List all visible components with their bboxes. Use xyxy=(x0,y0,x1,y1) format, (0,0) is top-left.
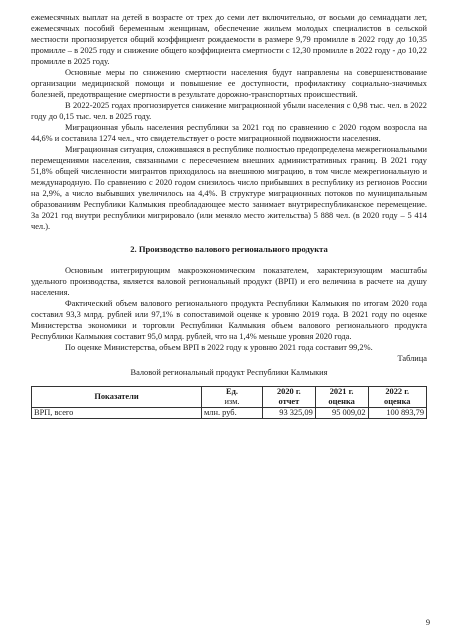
header-2020: 2020 г. отчет xyxy=(263,387,316,408)
cell-indicator: ВРП, всего xyxy=(32,408,202,419)
grp-table xyxy=(31,386,427,419)
paragraph-4: Миграционная убыль населения республики за 2021 год по сравнению с 2020 годом возросла на 44,6% и составила 1274 чел., что свидетельствует о росте миграционной подвижности населения. xyxy=(31,123,427,143)
table-row xyxy=(32,408,427,419)
cell-unit: млн. руб. xyxy=(202,408,263,419)
section-paragraph-1: Основным интегрирующим макроэкономическим показателем, характеризующим масштабы удельного производства, является валовой региональный продукт (ВРП) и его величина в расчете на душу населения. xyxy=(31,266,427,297)
cell-2022: 100 893,79 xyxy=(368,408,427,419)
section-paragraph-2: Фактический объем валового регионального продукта Республики Калмыкия по итогам 2020 года составил 93,3 млрд. рублей или 97,1% в сопоставимой оценке к уровню 2019 года. В 2021 году по оценке Министерства экономики и торговли Республики Калмыкия объем валового регионального продукта Республики Калмыкия составит 95,0 млрд. рублей, что на 1,4% меньше уровня 2020 года. xyxy=(31,299,427,341)
table-note: Таблица xyxy=(397,354,427,363)
paragraph-1: ежемесячных выплат на детей в возрасте от трех до семи лет включительно, от восьми до семнадцати лет, ежемесячных пособий беременным женщинам, обеспечение жильем молодых специалистов в сельской местности прогнозируется общий коэффициент рождаемости в размере 9,79 промилле в 2022 году до 10,35 промилле – в 2025 году и снижение общего коэффициента смертности с 12,30 промилле в 2022 году - до 10,22 промилле в 2025 году. xyxy=(31,13,427,66)
header-2022: 2022 г. оценка xyxy=(368,387,427,408)
header-indicator: Показатели xyxy=(32,387,202,408)
section-paragraph-3: По оценке Министерства, объем ВРП в 2022 году к уровню 2021 года составит 99,2%. xyxy=(65,343,373,352)
header-unit: Ед. изм. xyxy=(202,387,263,408)
paragraph-5: Миграционная ситуация, сложившаяся в республике полностью предопределена межрегиональными перемещениями населения, связанными с пересечением внешних административных границ. В 2021 году 51,8% общей численности мигрантов приходилось на внешнюю миграцию, в том числе межрегиональную и международную. По сравнению с 2020 годом снизилось число прибывших в республику из регионов России на 2,9%, а число выбывших увеличилось на 4,4%. В структуре миграционных потоков по муниципальным образованиям Республики Калмыкия преобладающее место занимает внутриреспубликанское перемещение. За 2021 год внутри республики мигрировало (или меняло место жительства) 5 888 чел. (в 2020 году – 5 414 чел.). xyxy=(31,145,427,231)
document-page xyxy=(31,12,427,419)
header-2021: 2021 г. оценка xyxy=(315,387,368,408)
cell-2021: 95 009,02 xyxy=(315,408,368,419)
table-title: Валовой региональный продукт Республики Калмыкия xyxy=(130,368,328,377)
section-heading: 2. Производство валового регионального продукта xyxy=(130,244,328,254)
paragraph-3: В 2022-2025 годах прогнозируется снижение миграционной убыли населения с 0,98 тыс. чел. в 2022 году до 0,15 тыс. чел. в 2025 году. xyxy=(31,101,427,121)
paragraph-2: Основные меры по снижению смертности населения будут направлены на совершенствование организации медицинской помощи и повышение ее доступности, профилактику социально-значимых болезней, предотвращение смертности в результате дорожно-транспортных происшествий. xyxy=(31,68,427,99)
table-header-row xyxy=(32,387,427,408)
cell-2020: 93 325,09 xyxy=(263,408,316,419)
page-number: 9 xyxy=(425,618,430,627)
